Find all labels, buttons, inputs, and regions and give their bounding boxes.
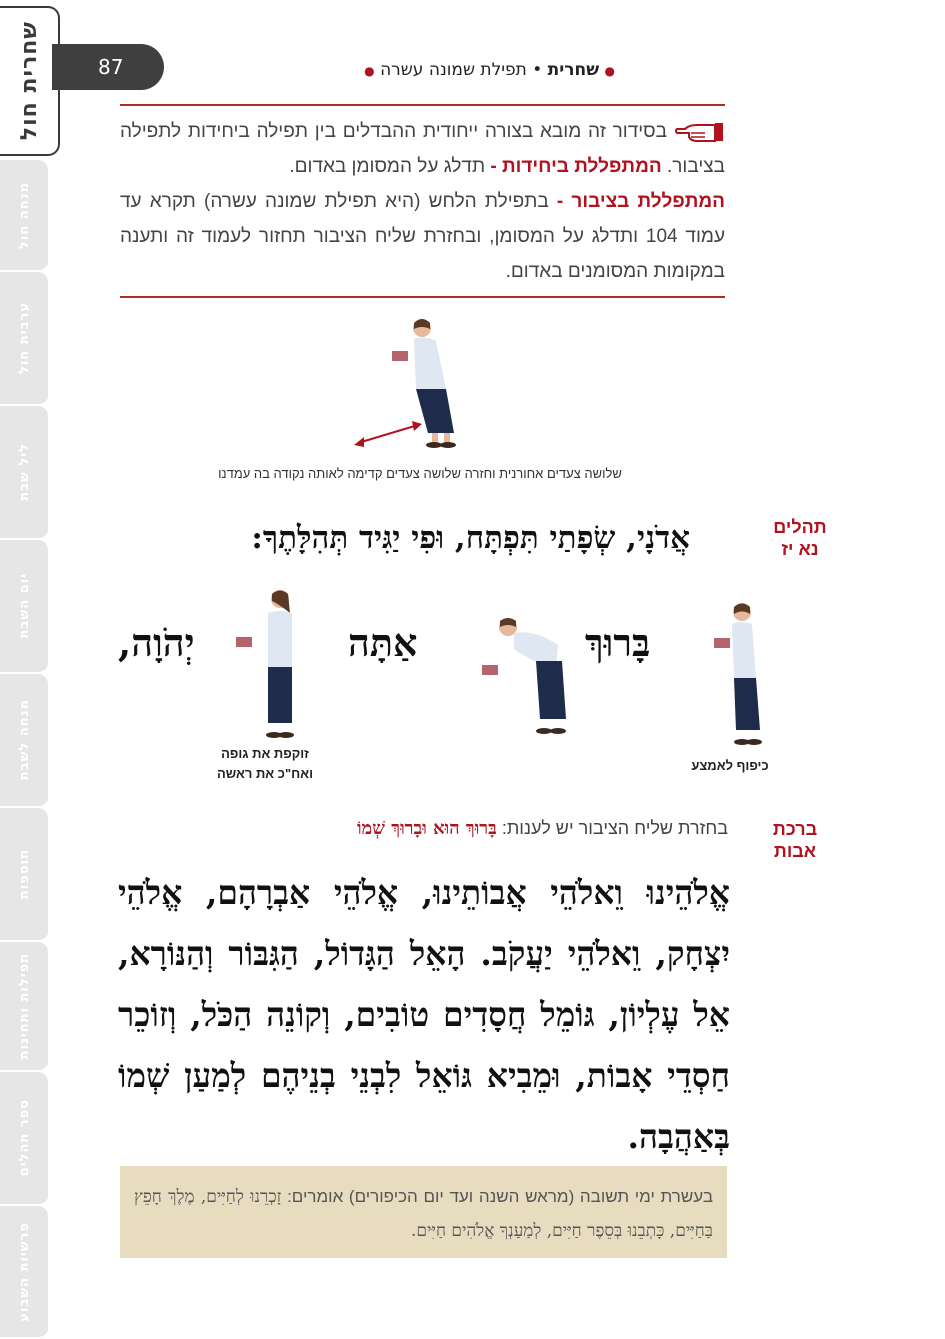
tab-tehillim[interactable]	[0, 1072, 48, 1206]
tab-mincha-shabbat[interactable]	[0, 674, 48, 808]
tab-yom-hashabbat[interactable]	[0, 540, 48, 674]
tab-label: ספר תהלים	[16, 1099, 32, 1177]
straighten-label	[190, 744, 340, 784]
bullet-icon: •	[532, 60, 543, 80]
congregation-response	[357, 818, 728, 839]
tab-label: מנחה לשבת	[16, 699, 32, 781]
page-number-text: 87	[98, 55, 124, 79]
tab-leil-shabbat[interactable]	[0, 406, 48, 540]
bullet-icon: ●	[604, 64, 615, 78]
arrow-left-icon	[354, 437, 364, 447]
pointing-hand-icon	[675, 119, 725, 145]
tab-tosafot[interactable]	[0, 808, 48, 942]
label-public: המתפללת בציבור -	[556, 191, 725, 212]
source-line: אבות	[773, 841, 817, 861]
label-individual: המתפללת ביחידות -	[490, 156, 662, 177]
tab-arvit-chol[interactable]	[0, 272, 48, 406]
woman-knee-bend-figure	[706, 598, 776, 748]
word-baruch: בָּרוּךְ	[585, 620, 651, 665]
text-public: בתפילת הלחש (היא תפילת שמונה עשרה) תקרא עד עמוד 104 ותדלג על המסומן, ובחזרת שליח הציבור תחזור לעמוד זה ותענה במקומות המסומנים באדום.	[120, 191, 726, 282]
woman-upright-figure	[232, 585, 302, 745]
source-line: ברכת	[772, 819, 818, 839]
tab-shacharit-chol[interactable]	[0, 6, 60, 156]
bow-label: כיפוף לאמצע	[691, 758, 769, 773]
straighten-line: ואח"כ את ראשה	[216, 766, 314, 781]
tab-label: תפילות ותחינות	[16, 952, 32, 1060]
running-header	[364, 60, 615, 80]
side-tabs	[0, 0, 48, 1339]
tab-label: מנחה חול	[16, 181, 32, 249]
page-number	[52, 44, 164, 90]
word-hashem: יְהֹוָה,	[118, 620, 195, 665]
tab-label: יום השבת	[16, 573, 32, 639]
top-rule	[120, 104, 725, 106]
tab-parashot[interactable]	[0, 1206, 48, 1339]
opening-verse: אֲדֹנָי, שְׂפָתַי תִּפְתָּח, וּפִי יַגִּיד תְּהִלָּתֶךָ:	[251, 520, 690, 556]
word-ata: אַתָּה	[348, 620, 418, 665]
tab-label: שחרית חול	[16, 21, 42, 141]
note-text: זָכְרֵנוּ לְחַיִּים, מֶלֶךְ חָפֵץ בַּחַיִּים, כָּתְבֵנוּ בְּסֵפֶר חַיִּים, לְמַעַנְךָ אֱלֹהִים חַיִּים.	[134, 1187, 713, 1241]
note-prefix: בעשרת ימי תשובה (מראש השנה ועד יום הכיפורים) אומרים:	[287, 1187, 713, 1206]
woman-bowing-figure	[474, 615, 584, 745]
intro-text	[120, 114, 725, 289]
intro-line: בסידור זה מובא בצורה ייחודית ההבדלים בין תפילה ביחידות לתפילה בציבור.	[120, 121, 725, 177]
woman-stepping-figure	[350, 315, 470, 455]
straighten-line: זוקפת את גופה	[221, 746, 309, 761]
response-prefix: בחזרת שליח הציבור יש לענות:	[501, 818, 728, 838]
tab-mincha-chol[interactable]	[0, 160, 48, 272]
bottom-rule	[120, 296, 725, 298]
tab-label: פרשיות השבוע	[16, 1221, 32, 1322]
header-section: שחרית	[547, 60, 600, 80]
avot-blessing-text: אֱלֹהֵינוּ וֵאלֹהֵי אֲבוֹתֵינוּ, אֱלֹהֵי אַבְרָהָם, אֱלֹהֵי יִצְחָק, וֵאלֹהֵי יַעֲקֹב. הָאֵל הַגָּדוֹל, הַגִּבּוֹר וְהַנּוֹרָא, אֵל עֶלְיוֹן, גּוֹמֵל חֲסָדִים טוֹבִים, וְקוֹנֵה הַכֹּל, וְזוֹכֵר חַסְדֵי אָבוֹת, וּמֵבִיא גּוֹאֵל לִבְנֵי בְנֵיהֶם לְמַעַן שְׁמוֹ בְּאַהֲבָה.	[118, 873, 730, 1156]
tab-tefilot[interactable]	[0, 942, 48, 1072]
text-individual: תדלג על המסומן באדום.	[289, 156, 486, 177]
steps-caption: שלושה צעדים אחורנית וחזרה שלושה צעדים קדימה לאותה נקודה בה עמדנו	[218, 466, 622, 481]
tab-label: תוספות	[16, 848, 32, 900]
source-tehillim	[770, 516, 830, 560]
arrow-right-icon	[412, 421, 422, 431]
header-subsection: תפילת שמונה עשרה	[380, 60, 527, 80]
source-line: נא יז	[781, 539, 819, 559]
response-text: בָּרוּךְ הוּא וּבָרוּךְ שְׁמוֹ	[356, 818, 497, 839]
source-line: תהלים	[773, 517, 827, 537]
source-avot	[765, 818, 825, 862]
tab-label: ליל שבת	[16, 443, 32, 501]
tab-label: ערבית חול	[16, 302, 32, 374]
bullet-icon: ●	[364, 64, 375, 78]
ten-days-note	[120, 1166, 727, 1258]
